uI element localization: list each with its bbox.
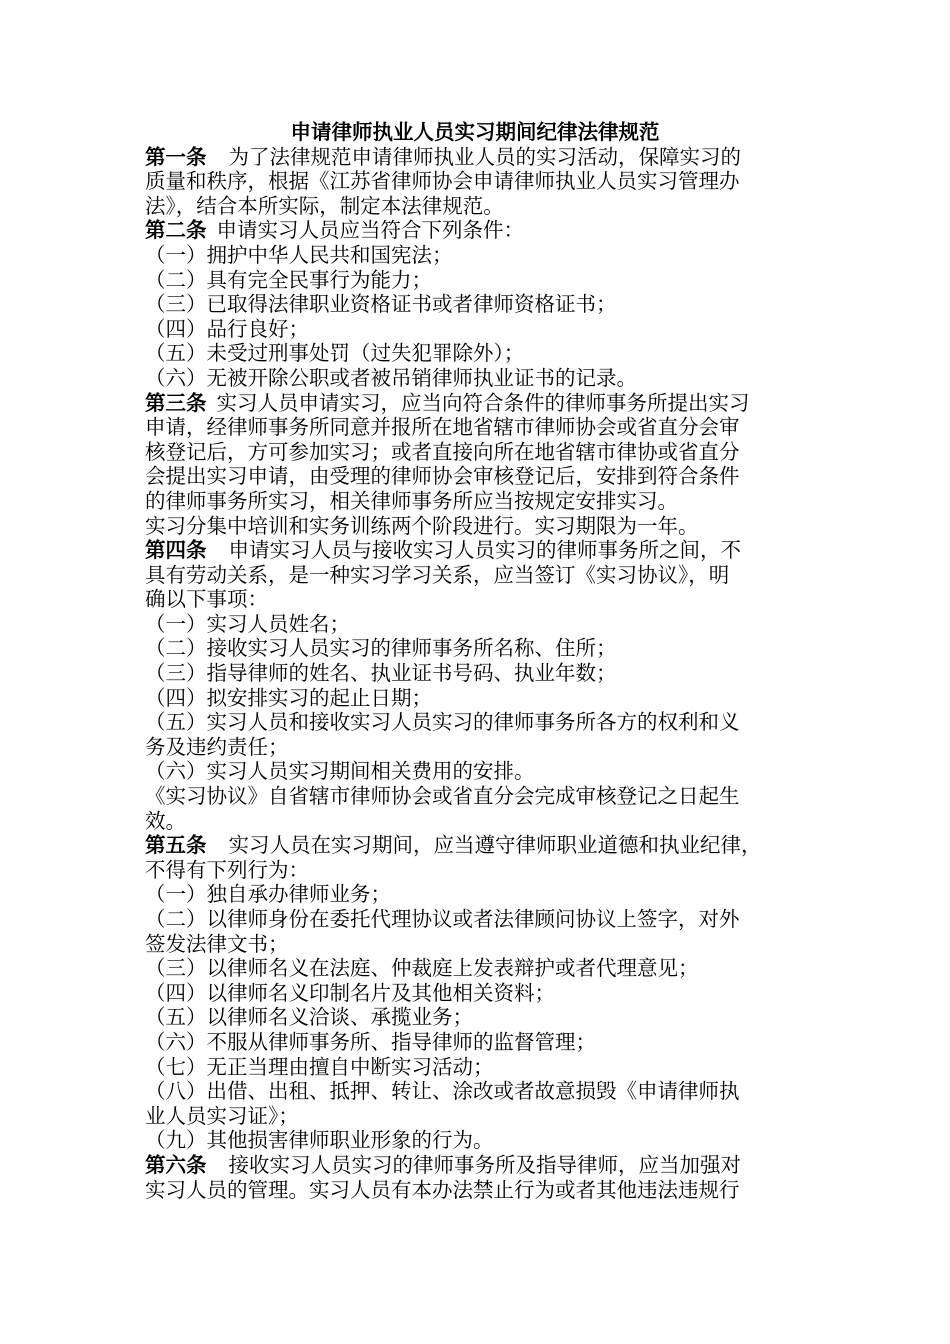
- article-4-item-4: （四）拟安排实习的起止日期；: [145, 685, 432, 710]
- article-3-line-2: 申请，经律师事务所同意并报所在地省辖市律师协会或省直分会审: [145, 415, 740, 440]
- article-5-number: 第五条: [145, 833, 207, 858]
- article-6-line-1: [145, 1153, 825, 1178]
- article-4-item-5a: （五）实习人员和接收实习人员实习的律师事务所各方的权利和义: [145, 710, 740, 735]
- article-5-item-1: （一）独自承办律师业务；: [145, 882, 391, 907]
- article-2-number: 第二条: [145, 218, 207, 243]
- article-2-item-1: （一）拥护中华人民共和国宪法；: [145, 242, 453, 267]
- article-3-line-3: 核登记后，方可参加实习；或者直接向所在地省辖市律协或省直分: [145, 439, 740, 464]
- article-6-text: 接收实习人员实习的律师事务所及指导律师，应当加强对: [228, 1152, 741, 1177]
- article-4-number: 第四条: [145, 538, 207, 563]
- article-2-item-2: （二）具有完全民事行为能力；: [145, 267, 432, 292]
- article-1-line-2: 质量和秩序，根据《江苏省律师协会申请律师执业人员实习管理办: [145, 169, 740, 194]
- article-1-number: 第一条: [145, 144, 207, 169]
- article-5-item-7: （七）无正当理由擅自中断实习活动；: [145, 1054, 494, 1079]
- article-2-item-4: （四）品行良好；: [145, 316, 309, 341]
- document-title: 申请律师执业人员实习期间纪律法律规范: [290, 120, 660, 144]
- article-2-line-1: [145, 218, 825, 243]
- article-6-line-2: 实习人员的管理。实习人员有本办法禁止行为或者其他违法违规行: [145, 1177, 740, 1202]
- article-4-line-5: 效。: [145, 808, 186, 833]
- article-5-line-1: [145, 833, 825, 858]
- article-2-item-3: （三）已取得法律职业资格证书或者律师资格证书；: [145, 292, 617, 317]
- article-6-number: 第六条: [145, 1152, 207, 1177]
- document-body: [145, 120, 825, 1202]
- article-5-item-6: （六）不服从律师事务所、指导律师的监督管理；: [145, 1029, 596, 1054]
- article-5-item-5: （五）以律师名义洽谈、承揽业务；: [145, 1005, 473, 1030]
- article-1-text: 为了法律规范申请律师执业人员的实习活动，保障实习的: [228, 144, 741, 169]
- article-5-item-8b: 业人员实习证》；: [145, 1103, 299, 1128]
- article-5-item-4: （四）以律师名义印制名片及其他相关资料；: [145, 980, 555, 1005]
- article-4-line-1: [145, 538, 825, 563]
- article-4-text: 申请实习人员与接收实习人员实习的律师事务所之间，不: [228, 538, 741, 563]
- article-4-line-2: 具有劳动关系，是一种实习学习关系，应当签订《实习协议》，明: [145, 562, 730, 587]
- article-5-line-2: 不得有下列行为：: [145, 857, 309, 882]
- article-5-item-8a: （八）出借、出租、抵押、转让、涂改或者故意损毁《申请律师执: [145, 1079, 740, 1104]
- article-3-line-6: 实习分集中培训和实务训练两个阶段进行。实习期限为一年。: [145, 513, 699, 538]
- article-3-text: 实习人员申请实习，应当向符合条件的律师事务所提出实习: [216, 390, 750, 415]
- article-4-item-2: （二）接收实习人员实习的律师事务所名称、住所；: [145, 636, 617, 661]
- article-3-line-1: [145, 391, 825, 416]
- article-1-line-3: 法》，结合本所实际，制定本法律规范。: [145, 193, 504, 218]
- article-4-item-6: （六）实习人员实习期间相关费用的安排。: [145, 759, 535, 784]
- article-5-item-9: （九）其他损害律师职业形象的行为。: [145, 1128, 494, 1153]
- article-2-item-6: （六）无被开除公职或者被吊销律师执业证书的记录。: [145, 365, 637, 390]
- article-3-line-4: 会提出实习申请，由受理的律师协会审核登记后，安排到符合条件: [145, 464, 740, 489]
- article-4-item-3: （三）指导律师的姓名、执业证书号码、执业年数；: [145, 661, 617, 686]
- article-5-item-2b: 签发法律文书；: [145, 931, 289, 956]
- article-2-item-5: （五）未受过刑事处罚（过失犯罪除外）；: [145, 341, 525, 366]
- article-4-item-5b: 务及违约责任；: [145, 734, 289, 759]
- article-4-item-1: （一）实习人员姓名；: [145, 611, 350, 636]
- article-5-text: 实习人员在实习期间，应当遵守律师职业道德和执业纪律，: [228, 833, 762, 858]
- article-2-text: 申请实习人员应当符合下列条件：: [216, 218, 524, 243]
- article-4-line-4: 《实习协议》自省辖市律师协会或省直分会完成审核登记之日起生: [145, 784, 740, 809]
- article-3-number: 第三条: [145, 390, 207, 415]
- article-1-line-1: [145, 145, 825, 170]
- article-3-line-5: 的律师事务所实习，相关律师事务所应当按规定安排实习。: [145, 488, 678, 513]
- article-5-item-2a: （二）以律师身份在委托代理协议或者法律顾问协议上签字，对外: [145, 907, 740, 931]
- article-4-line-3: 确以下事项：: [145, 587, 268, 612]
- article-5-item-3: （三）以律师名义在法庭、仲裁庭上发表辩护或者代理意见；: [145, 956, 699, 981]
